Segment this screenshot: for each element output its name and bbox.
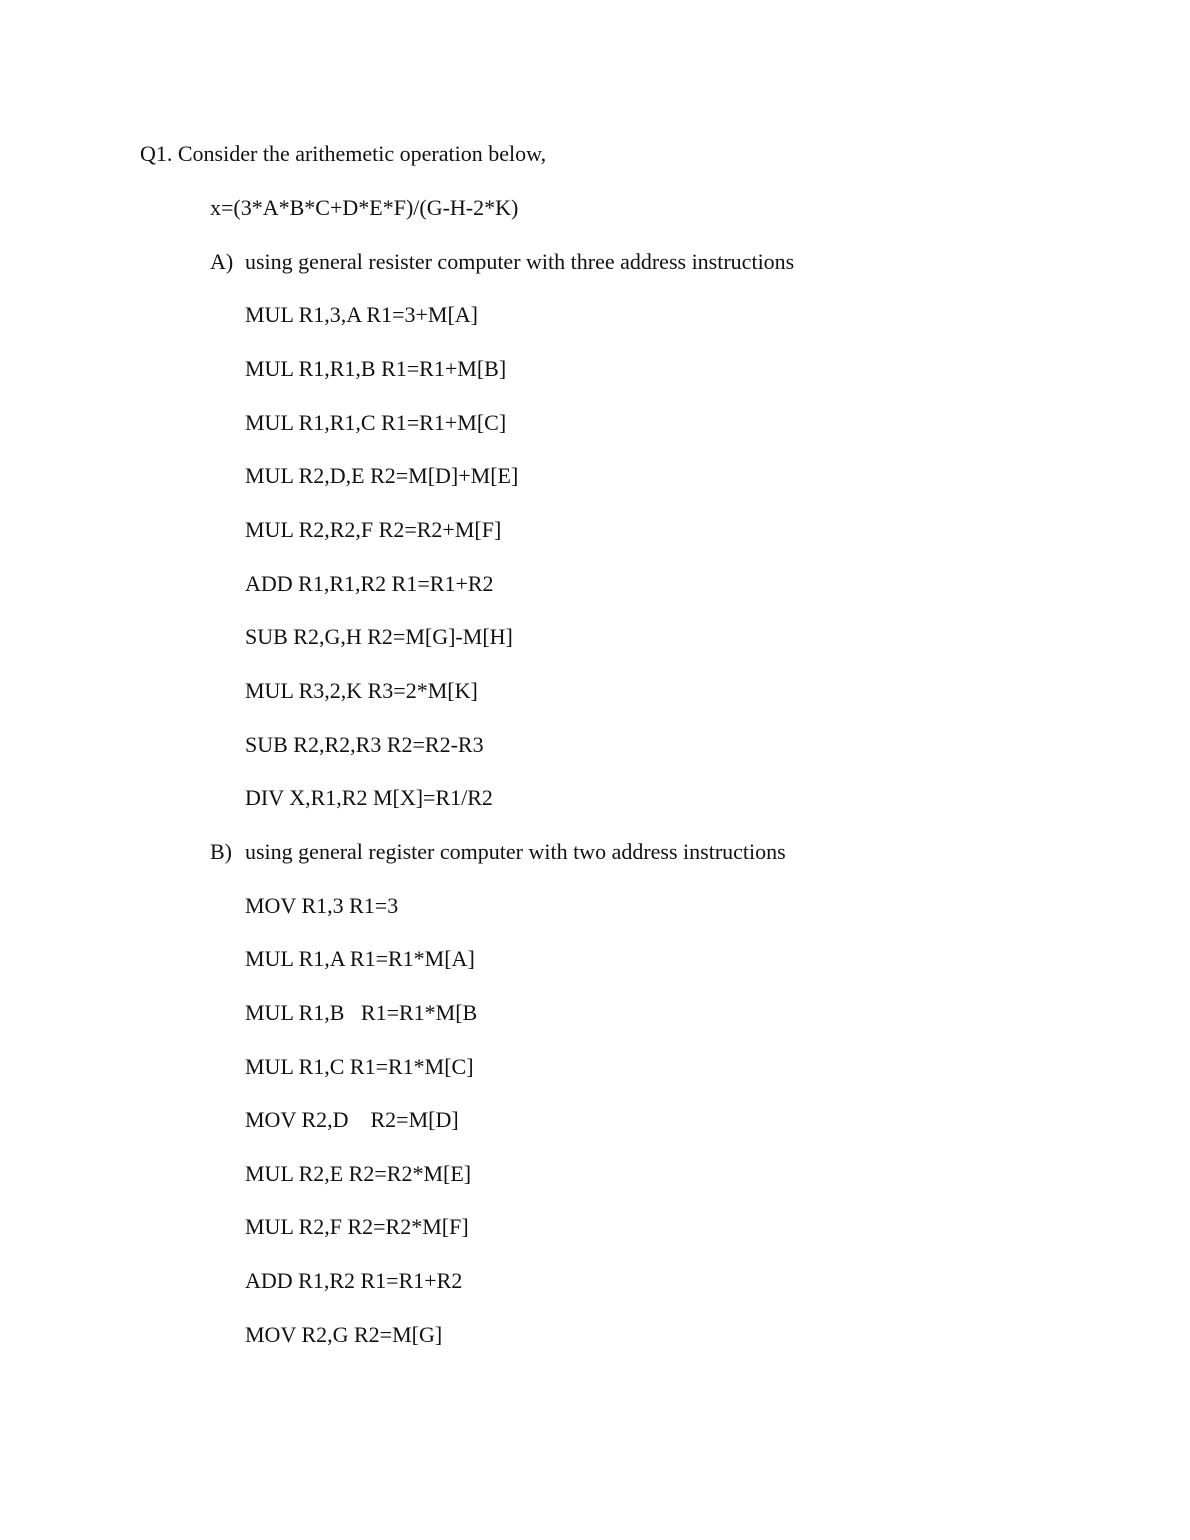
part-b-instruction: MOV R2,D R2=M[D] [245,1107,459,1132]
part-a-instruction: SUB R2,G,H R2=M[G]-M[H] [245,624,513,649]
part-b-instruction: MUL R1,A R1=R1*M[A] [245,946,475,971]
part-b-marker: B) [210,839,232,864]
part-a-instruction: MUL R1,R1,C R1=R1+M[C] [245,410,507,435]
question-heading: Q1. Consider the arithemetic operation below, [140,141,547,166]
part-a-instruction: SUB R2,R2,R3 R2=R2-R3 [245,732,484,757]
part-a-marker: A) [210,249,234,274]
part-a-instruction: ADD R1,R1,R2 R1=R1+R2 [245,571,494,596]
part-b-instruction: MUL R1,C R1=R1*M[C] [245,1054,474,1079]
part-a-instruction: MUL R2,R2,F R2=R2+M[F] [245,517,502,542]
part-a-instruction: DIV X,R1,R2 M[X]=R1/R2 [245,785,493,810]
part-a-instruction: MUL R1,R1,B R1=R1+M[B] [245,356,507,381]
arithmetic-expression: x=(3*A*B*C+D*E*F)/(G-H-2*K) [210,195,519,220]
part-b-instruction: MUL R2,F R2=R2*M[F] [245,1214,469,1239]
part-a-instruction: MUL R3,2,K R3=2*M[K] [245,678,478,703]
part-b-instruction: ADD R1,R2 R1=R1+R2 [245,1268,463,1293]
part-a-instruction: MUL R2,D,E R2=M[D]+M[E] [245,463,519,488]
part-a-instruction: MUL R1,3,A R1=3+M[A] [245,302,479,327]
part-b-instruction: MOV R2,G R2=M[G] [245,1322,443,1347]
part-b-instruction: MUL R2,E R2=R2*M[E] [245,1161,472,1186]
part-b-title: using general register computer with two address instructions [245,839,786,864]
part-b-instruction: MUL R1,B R1=R1*M[B [245,1000,478,1025]
part-a-title: using general resister computer with three address instructions [245,249,795,274]
part-b-instruction: MOV R1,3 R1=3 [245,893,399,918]
